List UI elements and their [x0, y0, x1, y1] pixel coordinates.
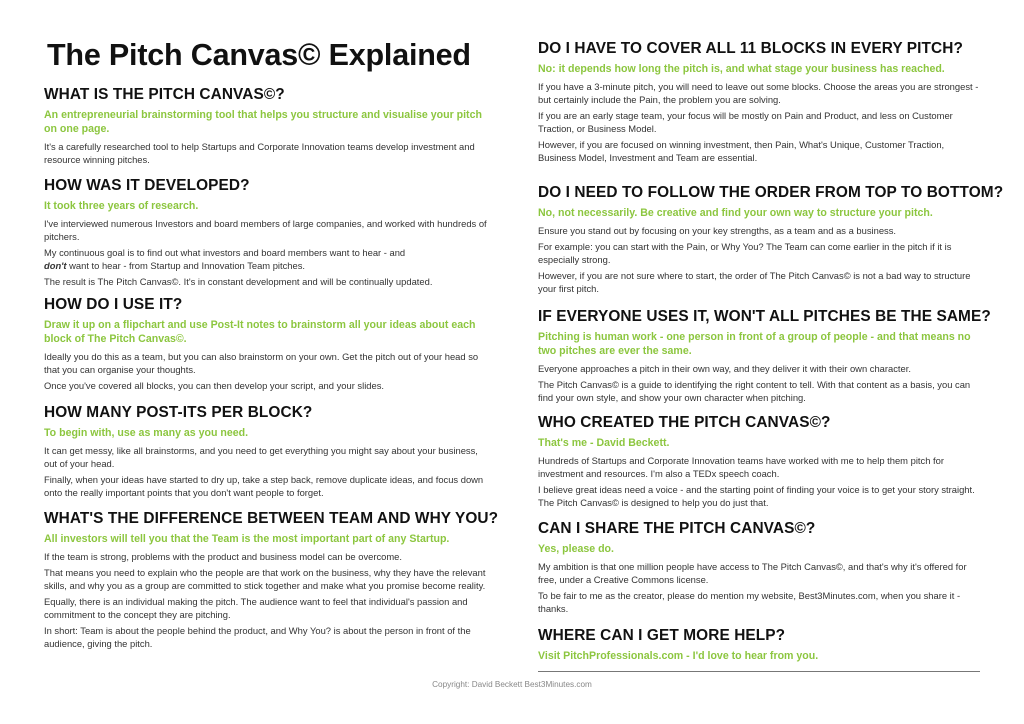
copyright-footer: Copyright: David Beckett Best3Minutes.com — [432, 680, 592, 689]
paragraph: That means you need to explain who the people are that work on the business, why they have the relevant skills, and why you as a group are committed to stick together and make what you promise become reality. — [44, 567, 486, 591]
footer-divider — [538, 671, 980, 672]
section-lead: No: it depends how long the pitch is, and what stage your business has reached. — [538, 63, 945, 75]
section-heading: DO I NEED TO FOLLOW THE ORDER FROM TOP TO BOTTOM? — [538, 184, 1004, 201]
paragraph-text: My continuous goal is to find out what investors and board members want to hear - and — [44, 247, 406, 258]
section-all-blocks — [538, 40, 984, 167]
paragraph: If you are an early stage team, your focus will be mostly on Pain and Product, and less on Customer Traction, or Business Model. — [538, 110, 953, 134]
section-lead: To begin with, use as many as you need. — [44, 427, 249, 439]
section-lead: Draw it up on a flipchart and use Post-It notes to brainstorm all your ideas about each block of The Pitch Canvas©. — [44, 319, 476, 345]
paragraph: Hundreds of Startups and Corporate Innovation teams have worked with me to help them pitch for investment and resources. I'm also a TEDx speech coach. — [538, 455, 944, 479]
paragraph: For example: you can start with the Pain, or Why You? The Team can come earlier in the pitch if it is especially strong. — [538, 241, 952, 265]
paragraph: The result is The Pitch Canvas©. It's in constant development and will be continually updated. — [44, 276, 433, 287]
section-lead: All investors will tell you that the Team is the most important part of any Startup. — [44, 533, 450, 545]
paragraph: I believe great ideas need a voice - and the starting point of finding your voice is to get your story straight. The Pitch Canvas© is designed to help you do just that. — [538, 484, 975, 508]
paragraph — [44, 246, 490, 272]
section-lead: Visit PitchProfessionals.com - I'd love to hear from you. — [538, 650, 819, 662]
section-heading: WHO CREATED THE PITCH CANVAS©? — [538, 414, 831, 431]
section-heading: DO I HAVE TO COVER ALL 11 BLOCKS IN EVERY PITCH? — [538, 40, 963, 57]
paragraph: I've interviewed numerous Investors and board members of large companies, and worked with hundreds of pitchers. — [44, 218, 487, 242]
section-lead: Yes, please do. — [538, 543, 614, 555]
section-how-use — [44, 296, 490, 395]
paragraph: Once you've covered all blocks, you can then develop your script, and your slides. — [44, 380, 384, 391]
section-how-developed — [44, 177, 490, 291]
paragraph: It can get messy, like all brainstorms, and you need to get everything you might say about your business, out of your head. — [44, 445, 478, 469]
section-heading: CAN I SHARE THE PITCH CANVAS©? — [538, 520, 816, 537]
paragraph: However, if you are not sure where to start, the order of The Pitch Canvas© is not a bad way to structure your first pitch. — [538, 270, 971, 294]
section-lead: No, not necessarily. Be creative and find your own way to structure your pitch. — [538, 207, 933, 219]
section-heading: HOW WAS IT DEVELOPED? — [44, 177, 250, 194]
section-lead: It took three years of research. — [44, 200, 199, 212]
emphasis-word: don't — [44, 260, 67, 271]
section-lead: An entrepreneurial brainstorming tool that helps you structure and visualise your pitch on one page. — [44, 109, 482, 135]
paragraph: It's a carefully researched tool to help Startups and Corporate Innovation teams develop investment and resource winning pitches. — [44, 141, 475, 165]
section-who-created — [538, 414, 984, 512]
page-title: The Pitch Canvas© Explained — [47, 38, 471, 72]
section-heading: IF EVERYONE USES IT, WON'T ALL PITCHES BE THE SAME? — [538, 308, 991, 325]
section-post-its — [44, 404, 490, 502]
section-more-help — [538, 627, 984, 667]
section-team-why-you — [44, 510, 499, 653]
section-lead: That's me - David Beckett. — [538, 437, 670, 449]
paragraph: To be fair to me as the creator, please do mention my website, Best3Minutes.com, when you share it - thanks. — [538, 590, 961, 614]
section-heading: HOW MANY POST-ITS PER BLOCK? — [44, 404, 313, 421]
section-share — [538, 520, 984, 618]
paragraph: If you have a 3-minute pitch, you will need to leave out some blocks. Choose the areas you are strongest - but certainly include the Pain, the problem you are solving. — [538, 81, 979, 105]
paragraph: The Pitch Canvas© is a guide to identifying the right content to tell. With that content as a basis, you can find your own style, and show your own character when pitching. — [538, 379, 971, 403]
section-heading: WHERE CAN I GET MORE HELP? — [538, 627, 786, 644]
paragraph: My ambition is that one million people have access to The Pitch Canvas©, and that's why it's offered for free, under a Creative Commons license. — [538, 561, 967, 585]
section-lead: Pitching is human work - one person in front of a group of people - and that means no two pitches are ever the same. — [538, 331, 971, 357]
section-heading: WHAT'S THE DIFFERENCE BETWEEN TEAM AND WHY YOU? — [44, 510, 499, 527]
section-heading: WHAT IS THE PITCH CANVAS©? — [44, 86, 285, 103]
section-heading: HOW DO I USE IT? — [44, 296, 183, 313]
paragraph: Finally, when your ideas have started to dry up, take a step back, remove duplicate ideas, and focus down onto the really important points that you don't want people to forget. — [44, 474, 484, 498]
paragraph: Ideally you do this as a team, but you can also brainstorm on your own. Get the pitch out of your head so that you can organise your thoughts. — [44, 351, 479, 375]
section-order — [538, 184, 1004, 298]
paragraph: However, if you are focused on winning investment, then Pain, What's Unique, Customer Traction, Business Model, Investment and Team are essential. — [538, 139, 945, 163]
section-what-is — [44, 86, 490, 169]
paragraph: If the team is strong, problems with the product and business model can be overcome. — [44, 551, 402, 562]
paragraph: Ensure you stand out by focusing on your key strengths, as a team and as a business. — [538, 225, 897, 236]
paragraph: Everyone approaches a pitch in their own way, and they deliver it with their own character. — [538, 363, 911, 374]
paragraph: Equally, there is an individual making the pitch. The audience want to feel that individual's passion and commitment to the concept they are pitching. — [44, 596, 468, 620]
paragraph-text: want to hear - from Startup and Innovation Team pitches. — [66, 260, 306, 271]
section-same-pitches — [538, 308, 991, 407]
paragraph: In short: Team is about the people behind the product, and Why You? is about the person in front of the audience, giving the pitch. — [44, 625, 471, 649]
